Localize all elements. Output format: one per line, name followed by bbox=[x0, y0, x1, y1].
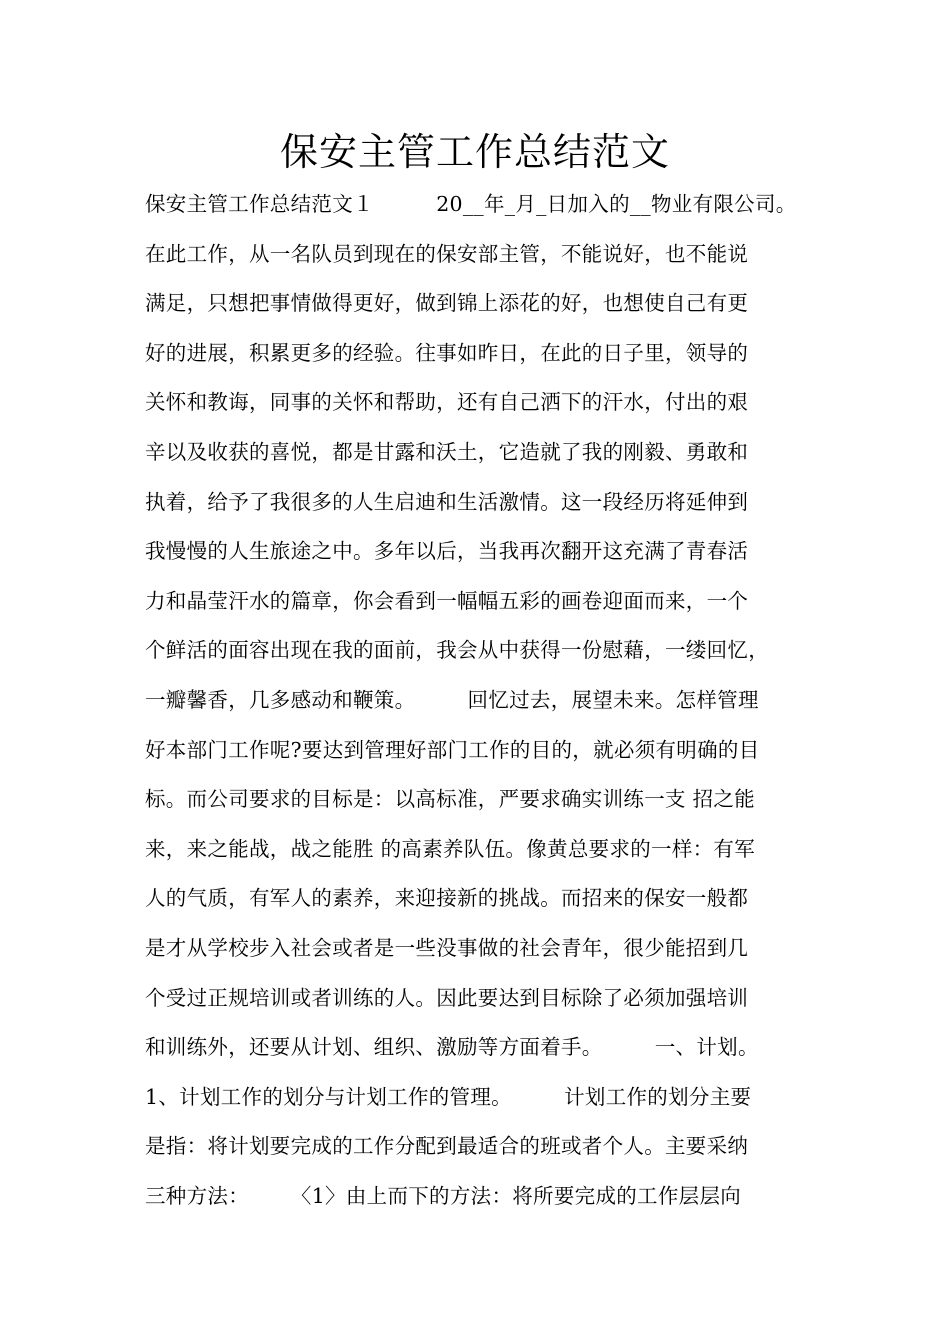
body-line: 保安主管工作总结范文１ 20__年_月_日加入的__物业有限公司。 bbox=[145, 192, 797, 216]
body-line: 个受过正规培训或者训练的人。因此要达到目标除了必须加强培训 bbox=[145, 985, 749, 1010]
body-line: 个鲜活的面容出现在我的面前，我会从中获得一份慰藉，一缕回忆， bbox=[145, 638, 769, 663]
body-line: 关怀和教诲，同事的关怀和帮助，还有自己洒下的汗水，付出的艰 bbox=[145, 390, 749, 415]
body-line: 标。而公司要求的目标是：以高标准，严要求确实训练一支 招之能 bbox=[145, 787, 756, 812]
document-body bbox=[145, 180, 835, 1221]
body-line: 一瓣馨香，几多感动和鞭策。 回忆过去，展望未来。怎样管理 bbox=[145, 687, 759, 712]
body-line: 1、计划工作的划分与计划工作的管理。 计划工作的划分主要 bbox=[145, 1084, 752, 1109]
body-line: 辛以及收获的喜悦，都是甘露和沃土，它造就了我的刚毅、勇敢和 bbox=[145, 439, 749, 464]
body-line: 和训练外，还要从计划、组织、激励等方面着手。 一、计划。 bbox=[145, 1035, 759, 1060]
body-line: 人的气质，有军人的素养，来迎接新的挑战。而招来的保安一般都 bbox=[145, 886, 749, 911]
body-line: 执着，给予了我很多的人生启迪和生活激情。这一段经历将延伸到 bbox=[145, 489, 749, 514]
body-line: 力和晶莹汗水的篇章，你会看到一幅幅五彩的画卷迎面而来，一个 bbox=[145, 588, 749, 613]
body-line: 是才从学校步入社会或者是一些没事做的社会青年，很少能招到几 bbox=[145, 935, 749, 960]
document-title: 保安主管工作总结范文 bbox=[279, 130, 670, 174]
body-line: 我慢慢的人生旅途之中。多年以后，当我再次翻开这充满了青春活 bbox=[145, 539, 749, 564]
body-line: 是指：将计划要完成的工作分配到最适合的班或者个人。主要采纳 bbox=[145, 1134, 749, 1159]
body-line: 好的进展，积累更多的经验。往事如昨日，在此的日子里，领导的 bbox=[145, 340, 749, 365]
body-line: 好本部门工作呢?要达到管理好部门工作的目的，就必须有明确的目 bbox=[145, 737, 760, 762]
body-line: 满足，只想把事情做得更好，做到锦上添花的好，也想使自己有更 bbox=[145, 291, 749, 316]
body-line: 来，来之能战，战之能胜 的高素养队伍。像黄总要求的一样：有军 bbox=[145, 836, 756, 861]
body-line: 三种方法： 〈1〉由上而下的方法：将所要完成的工作层层向 bbox=[145, 1183, 742, 1208]
body-line: 在此工作，从一名队员到现在的保安部主管，不能说好，也不能说 bbox=[145, 241, 749, 266]
